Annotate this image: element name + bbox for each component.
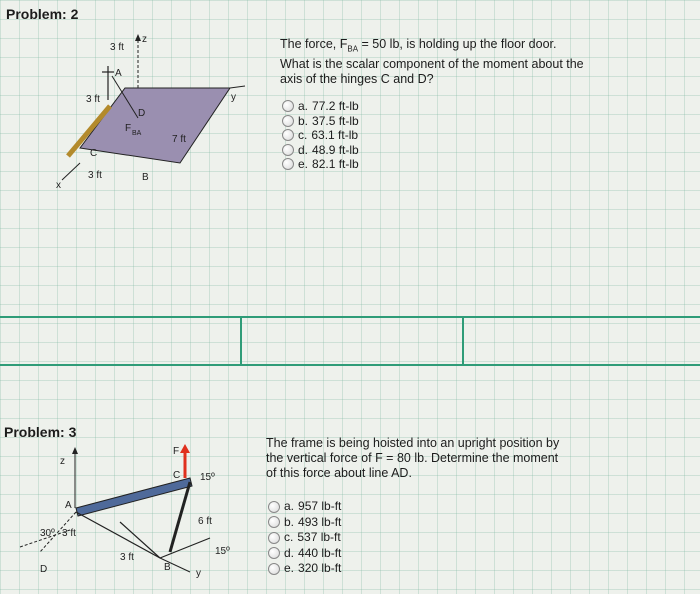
divider-tick-left [240,316,242,364]
p2-option-a[interactable] [282,99,359,114]
section-divider-bottom [0,364,700,366]
p2-option-b-letter: b. [298,113,309,128]
p3-option-b-value: 493 lb-ft [298,514,342,529]
p2-x-label: x [56,180,61,191]
p3-point-B: B [164,562,171,573]
p3-option-e-letter: e. [284,561,295,575]
p3-option-b[interactable] [268,515,341,531]
p3-option-a-letter: a. [284,499,295,513]
p3-option-c-value: 537 lb-ft [297,530,341,544]
radio-button[interactable] [268,547,280,559]
p3-dim-3ft-b: 3 ft [120,552,134,563]
p2-z-label: z [142,34,147,45]
p2-q-sub: BA [347,44,359,54]
p2-option-c-value: 63.1 ft-lb [311,128,359,142]
p2-dim-3ft-side: 3 ft [86,94,100,105]
radio-button[interactable] [268,501,280,513]
p3-option-c[interactable] [268,530,341,546]
p2-dim-7ft: 7 ft [172,134,186,145]
p2-option-e-value: 82.1 ft-lb [312,157,359,171]
p2-force-label: F [125,123,132,134]
problem-2-heading: Problem: 2 [6,6,79,22]
p3-angle-left: 30º [40,528,55,539]
p2-point-C: C [90,148,98,159]
p2-dim-3ft-top: 3 ft [110,42,124,53]
p3-angle-bottom: 15º [215,546,230,557]
problem-3-heading: Problem: 3 [4,424,77,440]
radio-button[interactable] [282,115,294,127]
radio-button[interactable] [282,144,294,156]
p2-option-c-letter: c. [298,128,308,142]
p2-option-b[interactable] [282,114,359,129]
p2-q-text-a: The force, F [280,37,348,51]
p2-option-d-value: 48.9 ft-lb [312,142,359,157]
radio-button[interactable] [282,129,294,141]
p3-option-e-value: 320 lb-ft [298,561,342,575]
radio-button[interactable] [268,532,280,544]
p3-z-label: z [60,456,65,467]
p2-option-d[interactable] [282,143,359,158]
p3-dim-6ft: 6 ft [198,516,212,527]
p2-option-e-letter: e. [298,157,309,171]
p2-q-line-3: axis of the hinges C and D? [280,71,434,86]
p3-q-line-3: of this force about line AD. [266,466,412,480]
p2-option-d-letter: d. [298,142,309,157]
p3-point-A: A [65,500,72,511]
p2-point-D: D [138,108,146,119]
problem-2-question [280,37,584,87]
radio-button[interactable] [282,100,294,112]
section-divider-top [0,316,700,318]
problem-3-figure [10,442,260,592]
p2-dim-3ft-bottom: 3 ft [88,170,102,181]
p2-option-b-value: 37.5 ft-lb [312,113,359,128]
p3-option-d[interactable] [268,546,341,562]
p3-q-line-1: The frame is being hoisted into an upright position by [266,436,560,450]
p3-option-b-letter: b. [284,514,295,529]
p3-point-D: D [40,564,48,575]
problem-2-figure [50,28,300,228]
p3-option-a-value: 957 lb-ft [298,499,342,513]
p3-option-e[interactable] [268,561,341,577]
p2-option-e[interactable] [282,157,359,172]
p3-option-a[interactable] [268,499,341,515]
p2-q-text-b: = 50 lb, is holding up the floor door. [358,37,557,51]
problem-3-options [268,499,341,577]
p3-dim-3ft-a: 3 ft [62,528,76,539]
divider-tick-right [462,316,464,364]
p3-angle-top: 15º [200,472,215,483]
p2-option-a-letter: a. [298,99,309,113]
p3-y-label: y [196,568,201,579]
problem-2-options [282,99,359,172]
p3-force-label: F [173,446,180,457]
p2-point-B: B [142,172,149,183]
p2-option-a-value: 77.2 ft-lb [312,99,359,113]
radio-button[interactable] [268,516,280,528]
p3-option-d-value: 440 lb-ft [298,545,342,560]
p3-point-C: C [173,470,181,481]
p3-option-c-letter: c. [284,530,294,544]
p2-q-line-2: What is the scalar component of the moment about the [280,56,584,71]
p2-point-A: A [115,68,122,79]
p2-force-sub: BA [132,130,142,137]
p3-q-line-2: the vertical force of F = 80 lb. Determine the moment [266,451,559,465]
radio-button[interactable] [268,563,280,575]
p3-option-d-letter: d. [284,545,295,560]
problem-3-question [266,436,559,481]
p2-y-label: y [231,92,236,103]
p2-option-c[interactable] [282,128,359,143]
radio-button[interactable] [282,158,294,170]
